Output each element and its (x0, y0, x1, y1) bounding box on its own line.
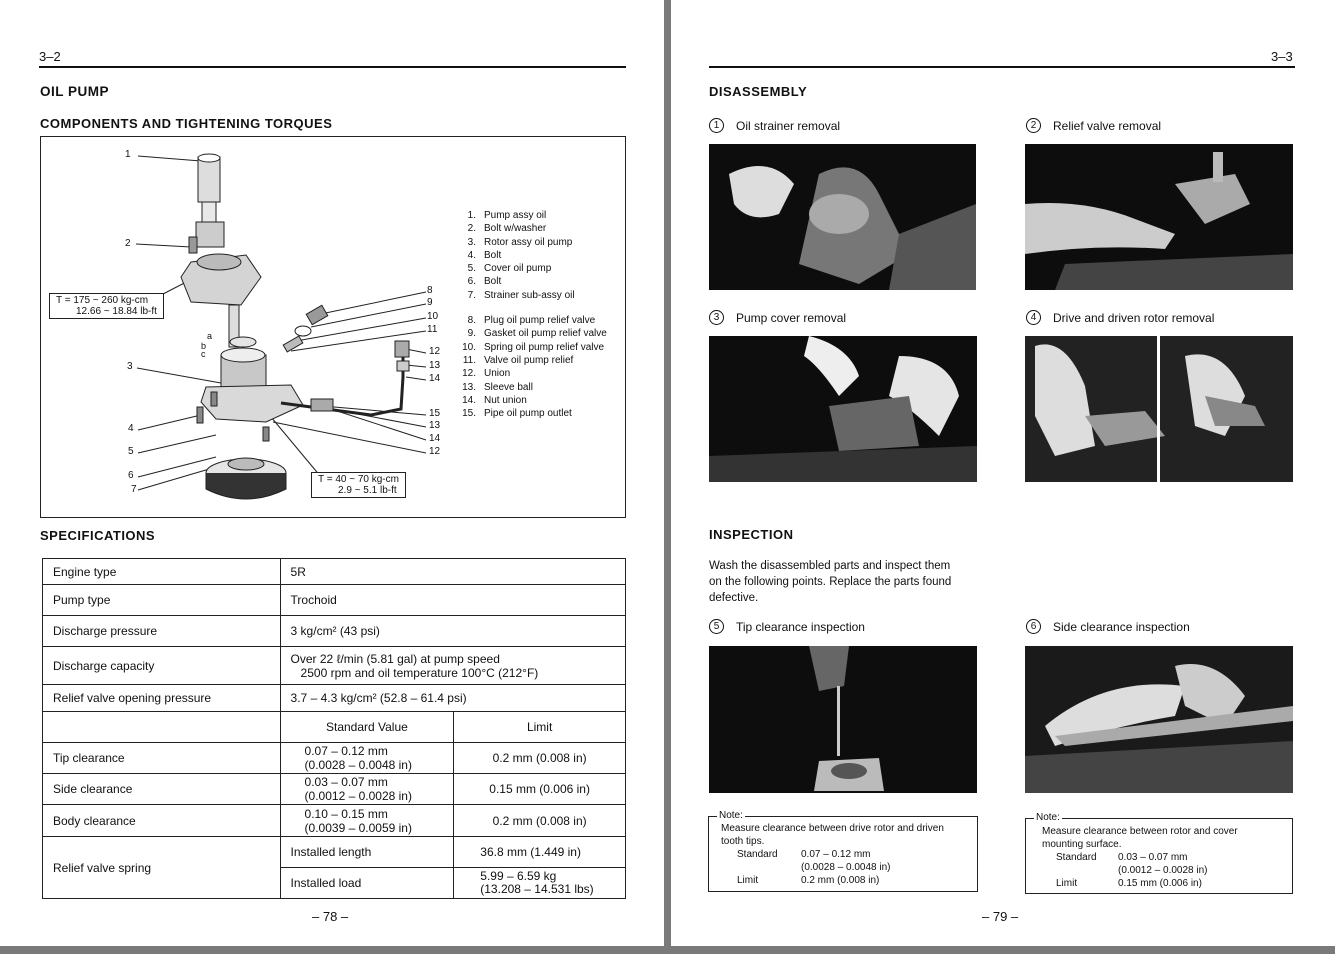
spec-limit: 0.2 mm (0.008 in) (454, 743, 626, 774)
legend-number: 13. (462, 381, 476, 393)
note-line2: tooth tips. (721, 836, 765, 847)
legend-number: 1. (467, 210, 476, 221)
step-number: 3 (709, 310, 724, 325)
note-label: Note: (719, 810, 743, 821)
callout-15: 15 (429, 408, 441, 419)
note-limit-row (1042, 877, 1292, 890)
legend-item (451, 275, 607, 288)
capacity-line2: 2500 rpm and oil temperature 100°C (212°F) (300, 665, 539, 680)
body-std-mm: 0.10 – 0.15 mm (304, 806, 388, 821)
table-row (43, 743, 626, 774)
legend-item (451, 327, 607, 340)
legend-number: 7. (467, 289, 476, 301)
header-rule (709, 66, 1295, 68)
torque-lower-line2: 2.9 ~ 5.1 lb-ft (338, 485, 397, 496)
note-standard-label: Standard (737, 849, 778, 860)
table-row (43, 647, 626, 685)
legend-item (451, 289, 607, 302)
standard-value-header: Standard Value (280, 712, 454, 743)
spec-value: 3 kg/cm² (43 psi) (280, 616, 625, 647)
spec-label: Engine type (43, 559, 281, 585)
note-label: Note: (1036, 812, 1060, 823)
note-limit-row (721, 874, 977, 887)
legend-number: 9. (467, 328, 476, 340)
legend-item (451, 394, 607, 407)
step-label: Tip clearance inspection (736, 619, 865, 634)
legend-number: 6. (467, 276, 476, 288)
photo-side-clearance-inspection (1025, 646, 1293, 793)
components-diagram (40, 136, 626, 518)
step-caption-3 (709, 310, 846, 325)
torque-upper-line2: 12.66 ~ 18.84 lb-ft (76, 306, 157, 317)
step-caption-2 (1026, 118, 1161, 133)
specifications-heading: SPECIFICATIONS (40, 528, 156, 543)
legend-item (451, 262, 607, 275)
photo-relief-valve-removal (1025, 144, 1293, 290)
legend-part-name: Union (484, 368, 511, 380)
empty-cell (43, 712, 281, 743)
legend-part-name: Nut union (484, 394, 527, 406)
inspection-line1: Wash the disassembled parts and inspect them (709, 560, 951, 572)
step-caption-1 (709, 118, 840, 133)
step-caption-6 (1026, 619, 1190, 634)
spec-label: Discharge capacity (43, 647, 281, 685)
spec-standard (280, 805, 454, 837)
note-limit-label: Limit (1056, 878, 1078, 889)
legend-part-name: Sleeve ball (484, 381, 533, 393)
callout-7: 7 (131, 484, 137, 495)
legend-item (451, 209, 607, 222)
table-row (43, 685, 626, 712)
step-label: Oil strainer removal (736, 118, 841, 133)
legend-number: 8. (467, 315, 476, 327)
note-standard-row (721, 848, 977, 861)
note-standard-mm: 0.07 – 0.12 mm (801, 849, 871, 860)
spec-value: Trochoid (280, 585, 625, 616)
step-number: 1 (709, 118, 724, 133)
callout-2: 2 (125, 238, 131, 249)
step-number: 2 (1026, 118, 1041, 133)
load-lbs: (13.208 – 14.531 lbs) (480, 882, 594, 896)
legend-part-name: Bolt w/washer (484, 223, 547, 235)
page-footer-left: – 78 – (312, 909, 349, 924)
side-std-mm: 0.03 – 0.07 mm (304, 775, 388, 789)
note-side-clearance (1025, 812, 1293, 894)
callout-14a: 14 (429, 373, 441, 384)
legend-number: 4. (467, 249, 476, 261)
page-title: OIL PUMP (40, 84, 110, 99)
legend-item (451, 381, 607, 394)
disassembly-heading: DISASSEMBLY (709, 84, 808, 99)
page-header-right: 3–3 (1271, 49, 1293, 64)
step-label: Side clearance inspection (1053, 619, 1190, 634)
table-row (43, 616, 626, 647)
spec-value (280, 647, 625, 685)
spec-standard (280, 774, 454, 805)
table-row (43, 805, 626, 837)
note-limit-value: 0.2 mm (0.008 in) (801, 875, 880, 886)
spec-value: 3.7 – 4.3 kg/cm² (52.8 – 61.4 psi) (280, 685, 625, 712)
tip-std-mm: 0.07 – 0.12 mm (304, 744, 388, 758)
callout-4: 4 (128, 423, 134, 434)
legend-number: 12. (462, 368, 476, 380)
inspection-text (709, 558, 951, 606)
callout-13a: 13 (429, 360, 441, 371)
legend-item (451, 249, 607, 262)
photo-pump-cover-removal (709, 336, 977, 482)
callout-1: 1 (125, 149, 131, 160)
torque-lower-line1: T = 40 ~ 70 kg-cm (318, 474, 399, 485)
header-rule (39, 66, 626, 68)
note-standard-mm: 0.03 – 0.07 mm (1118, 852, 1188, 863)
spec-label: Pump type (43, 585, 281, 616)
note-tip-clearance (708, 810, 978, 892)
note-line2: mounting surface. (1042, 839, 1122, 850)
table-row (43, 774, 626, 805)
step-number: 6 (1026, 619, 1041, 634)
note-limit-label: Limit (737, 875, 759, 886)
callout-12b: 12 (429, 446, 441, 457)
capacity-line1: Over 22 ℓ/min (5.81 gal) at pump speed (290, 651, 500, 666)
legend-part-name: Bolt (484, 276, 502, 288)
components-heading: COMPONENTS AND TIGHTENING TORQUES (40, 116, 333, 131)
load-kg: 5.99 – 6.59 kg (480, 869, 557, 883)
spec-label: Side clearance (43, 774, 281, 805)
note-standard-in: (0.0028 – 0.0048 in) (801, 862, 891, 873)
callout-5: 5 (128, 446, 134, 457)
step-label: Relief valve removal (1053, 118, 1162, 133)
callout-3: 3 (127, 361, 133, 372)
page-header-left: 3–2 (39, 49, 61, 64)
step-number: 5 (709, 619, 724, 634)
legend-item (451, 341, 607, 354)
spec-standard (280, 743, 454, 774)
spec-value (454, 868, 626, 899)
table-row (43, 837, 626, 868)
note-line1: Measure clearance between drive rotor and driven (721, 823, 944, 834)
callout-c: c (201, 349, 206, 359)
parts-legend (451, 209, 607, 420)
inspection-line2: on the following points. Replace the parts found (709, 576, 952, 588)
photo-drive-driven-rotor-removal (1025, 336, 1293, 482)
exploded-pump-diagram (41, 137, 481, 515)
limit-header: Limit (454, 712, 626, 743)
callout-9: 9 (427, 297, 433, 308)
inspection-line3: defective. (709, 592, 759, 604)
table-row (43, 585, 626, 616)
callout-11: 11 (427, 324, 438, 335)
spec-sub-label: Installed load (280, 868, 454, 899)
body-std-in: (0.0039 – 0.0059 in) (304, 820, 412, 835)
spec-label: Tip clearance (43, 743, 281, 774)
step-label: Pump cover removal (736, 310, 847, 325)
legend-part-name: Spring oil pump relief valve (484, 341, 605, 353)
legend-item (451, 236, 607, 249)
legend-number: 2. (467, 223, 476, 235)
legend-part-name: Bolt (484, 249, 502, 261)
spec-label: Relief valve spring (43, 837, 281, 899)
torque-spec-upper (49, 293, 164, 319)
legend-part-name: Pipe oil pump outlet (484, 408, 572, 420)
side-std-in: (0.0012 – 0.0028 in) (304, 789, 412, 803)
torque-spec-lower (311, 472, 406, 498)
legend-item (451, 354, 607, 367)
table-row (43, 712, 626, 743)
callout-12a: 12 (429, 346, 441, 357)
callout-14b: 14 (429, 433, 441, 444)
legend-item (451, 314, 607, 327)
callout-13b: 13 (429, 420, 441, 431)
legend-part-name: Gasket oil pump relief valve (484, 328, 607, 340)
spec-sub-label: Installed length (280, 837, 454, 868)
spec-limit: 0.2 mm (0.008 in) (454, 805, 626, 837)
note-standard-label: Standard (1056, 852, 1097, 863)
note-standard-in: (0.0012 – 0.0028 in) (1118, 865, 1208, 876)
photo-oil-strainer-removal (709, 144, 976, 290)
step-caption-4 (1026, 310, 1214, 325)
inspection-heading: INSPECTION (709, 527, 794, 542)
callout-6: 6 (128, 470, 134, 481)
spec-limit: 0.15 mm (0.006 in) (454, 774, 626, 805)
note-limit-value: 0.15 mm (0.006 in) (1118, 878, 1202, 889)
callout-b: b (201, 341, 207, 351)
torque-upper-line1: T = 175 ~ 260 kg-cm (56, 295, 149, 306)
spec-label: Body clearance (43, 805, 281, 837)
tip-std-in: (0.0028 – 0.0048 in) (304, 758, 412, 772)
photo-tip-clearance-inspection (709, 646, 977, 793)
note-standard-row (1042, 851, 1292, 864)
step-number: 4 (1026, 310, 1041, 325)
legend-number: 3. (467, 236, 476, 248)
note-line1: Measure clearance between rotor and cover (1042, 826, 1238, 837)
right-page (671, 0, 1335, 946)
legend-number: 5. (467, 263, 476, 275)
legend-part-name: Plug oil pump relief valve (484, 315, 596, 327)
legend-part-name: Rotor assy oil pump (484, 236, 573, 248)
legend-item (451, 367, 607, 380)
legend-part-name: Strainer sub-assy oil (484, 289, 575, 301)
legend-part-name: Pump assy oil (484, 210, 547, 221)
table-row (43, 559, 626, 585)
legend-number: 11. (462, 354, 476, 366)
legend-item (451, 222, 607, 235)
page-footer-right: – 79 – (982, 909, 1019, 924)
legend-part-name: Cover oil pump (484, 263, 552, 275)
specifications-table (42, 558, 626, 899)
spec-value: 5R (280, 559, 625, 585)
step-caption-5 (709, 619, 865, 634)
callout-a: a (207, 331, 213, 341)
spec-value: 36.8 mm (1.449 in) (454, 837, 626, 868)
spec-label: Relief valve opening pressure (43, 685, 281, 712)
callout-8: 8 (427, 285, 433, 296)
legend-number: 10. (462, 341, 476, 353)
callout-10: 10 (427, 311, 439, 322)
legend-number: 14. (462, 394, 476, 406)
legend-item (451, 407, 607, 420)
legend-number: 15. (462, 408, 476, 420)
step-label: Drive and driven rotor removal (1053, 310, 1215, 325)
legend-part-name: Valve oil pump relief (484, 354, 574, 366)
left-page (0, 0, 664, 946)
spec-label: Discharge pressure (43, 616, 281, 647)
